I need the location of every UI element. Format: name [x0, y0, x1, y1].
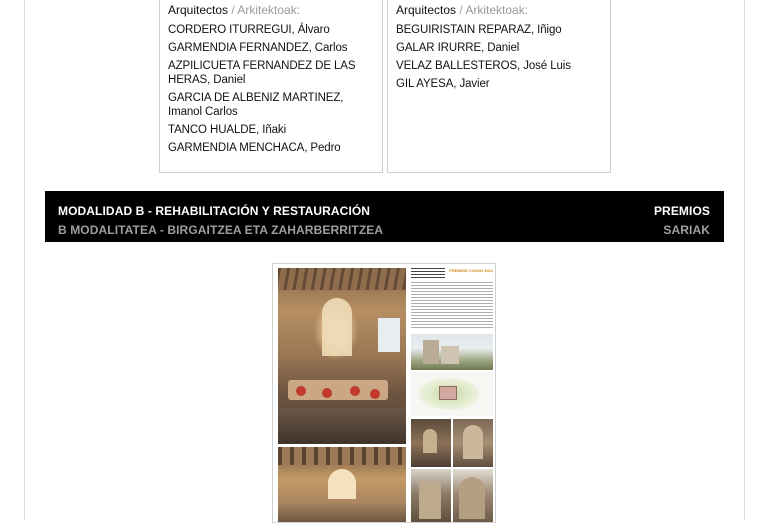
- site-plan-drawing: [411, 372, 493, 416]
- interior-photo-secondary: [278, 447, 406, 523]
- interior-photo-main: [278, 268, 406, 444]
- architects-card-left: [159, 0, 383, 173]
- architect-name: TANCO HUALDE, Iñaki: [168, 124, 287, 136]
- awards-label-eu: SARIAK: [663, 222, 710, 237]
- category-title-es: MODALIDAD B - REHABILITACIÓN Y RESTAURACIÓN: [58, 203, 371, 218]
- architects-label-es: Arquitectos: [168, 3, 229, 17]
- architect-name: GARCIA DE ALBENIZ MARTINEZ, Imanol Carlos: [168, 92, 344, 118]
- architect-name: BEGUIRISTAIN REPARAZ, Iñigo: [396, 24, 562, 36]
- exterior-photo: [411, 334, 493, 370]
- architect-name: VELAZ BALLESTEROS, José Luis: [396, 60, 571, 72]
- category-banner: [45, 191, 724, 242]
- poster-tag: PREMIOS COAVN 2022: [449, 268, 493, 273]
- detail-photo-1: [411, 419, 451, 467]
- project-poster-thumbnail[interactable]: [272, 263, 496, 523]
- detail-photo-3: [411, 469, 451, 523]
- architect-name: GARMENDIA FERNANDEZ, Carlos: [168, 42, 348, 54]
- architects-heading: [396, 3, 602, 17]
- architects-label-separator: /: [456, 3, 466, 17]
- awards-label-es: PREMIOS: [653, 203, 710, 218]
- architect-name: GARMENDIA MENCHACA, Pedro: [168, 142, 341, 154]
- architect-name: CORDERO ITURREGUI, Álvaro: [168, 24, 330, 36]
- architect-name: GALAR IRURRE, Daniel: [396, 42, 520, 54]
- architects-label-eu: Arkitektoak:: [237, 3, 301, 17]
- architects-label-eu: Arkitektoak:: [465, 3, 529, 17]
- architects-label-separator: /: [228, 3, 238, 17]
- category-title-eu: B MODALITATEA - BIRGAITZEA ETA ZAHARBERRITZEA: [58, 222, 384, 237]
- architect-name: AZPILICUETA FERNANDEZ DE LAS HERAS, Daniel: [168, 60, 356, 86]
- architect-name: GIL AYESA, Javier: [396, 78, 490, 90]
- detail-photo-4: [453, 469, 493, 523]
- detail-photo-2: [453, 419, 493, 467]
- architects-card-right: [387, 0, 611, 173]
- poster-text-block: [411, 268, 493, 332]
- architects-label-es: Arquitectos: [396, 3, 457, 17]
- architects-heading: [168, 3, 374, 17]
